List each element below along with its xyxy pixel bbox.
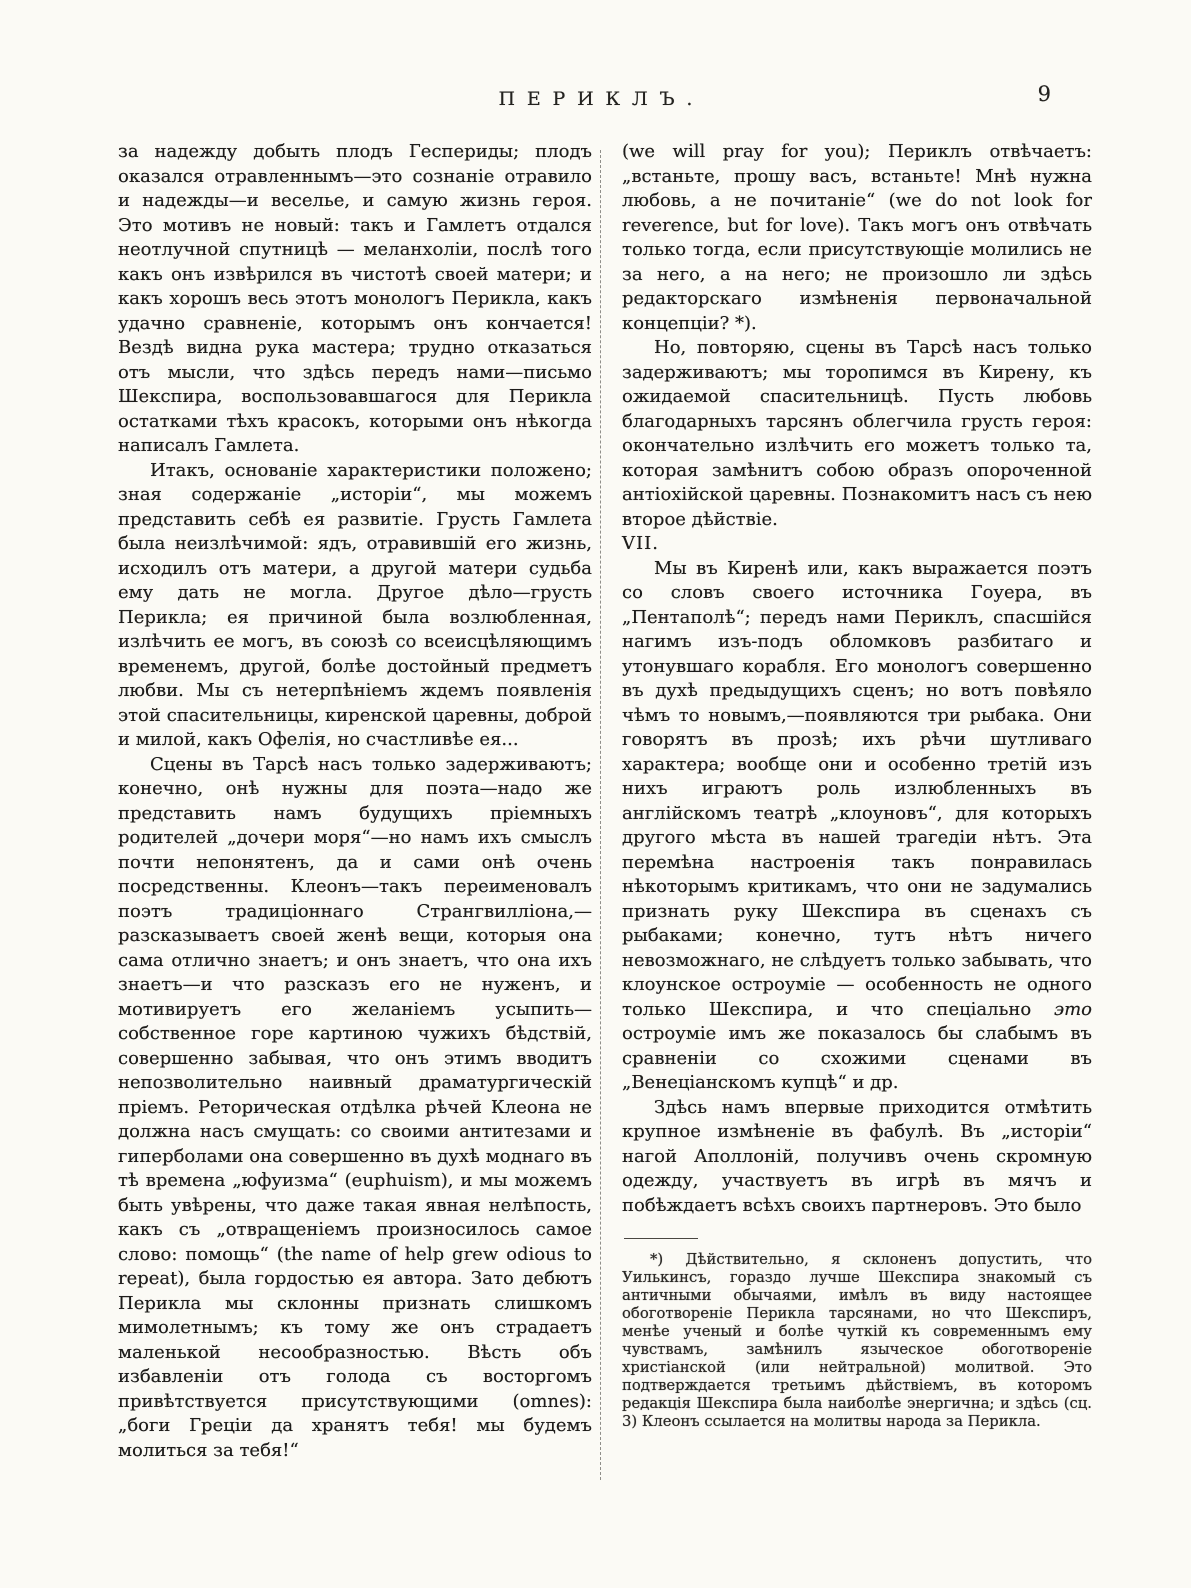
paragraph bbox=[622, 557, 1092, 1096]
page-number: 9 bbox=[1037, 82, 1051, 106]
paragraph-text: остроуміе имъ же показалось бы слабымъ въ сравненіи со схожими сценами въ „Венеціанскомъ купцѣ“ и др. bbox=[622, 1023, 1092, 1093]
text-columns bbox=[118, 140, 1092, 1463]
footnote bbox=[622, 1251, 1092, 1431]
italic-word: это bbox=[1054, 998, 1092, 1020]
paragraph: (we will pray for you); Периклъ отвѣчаетъ: „встаньте, прошу васъ, встаньте! Мнѣ нужна любовь, а не почитаніе“ (we do not look for reverence, but for love). Такъ могъ онъ отвѣчать только тогда, если присутствующіе молились не за него, а на него; не произошло ли здѣсь редакторскаго измѣненія первоначальной концепціи? *). bbox=[622, 141, 1092, 334]
section-heading: VII. bbox=[622, 533, 659, 554]
page-title: ПЕРИКЛЪ. bbox=[498, 88, 705, 110]
footnote-text: Дѣйствительно, я склоненъ допустить, что Уилькинсъ, гораздо лучше Шекспира знакомый съ античными обычаями, имѣлъ въ виду настоящее обоготвореніе Перикла тарсянами, но что Шекспиръ, менѣе ученый и болѣе чуткій къ современнымъ ему чувствамъ, замѣнилъ языческое обоготвореніе христіанской (или нейтральной) молитвой. Это подтверждается третьимъ дѣйствіемъ, въ которомъ редакція Шекспира была наиболѣе энергична; и здѣсь (сц. 3) Клеонъ ссылается на молитвы народа за Перикла. bbox=[622, 1251, 1092, 1430]
paragraph-text: Мы въ Киренѣ или, какъ выражается поэтъ со словъ своего источника Гоуера, въ „Пентаполѣ“; передъ нами Периклъ, спасшійся нагимъ изъ-подъ обломковъ разбитаго и утонувшаго корабля. Его монологъ совершенно въ духѣ предыдущихъ сценъ; но вотъ повѣяло чѣмъ то новымъ,—появляются три рыбака. Они говорятъ въ прозѣ; ихъ рѣчи шутливаго характера; вообще они и особенно третій изъ нихъ играютъ роль излюбленныхъ въ англійскомъ театрѣ „клоуновъ“, для которыхъ другого мѣста въ нашей трагедіи нѣтъ. Эта перемѣна настроенія такъ понравилась нѣкоторымъ критикамъ, что они не задумались признать руку Шекспира въ сценахъ съ рыбаками; конечно, тутъ нѣтъ ничего невозможнаго, не слѣдуетъ только забывать, что клоунское остроуміе — особенность не одного только Шекспира, и что спеціально bbox=[622, 557, 1092, 1020]
left-column bbox=[118, 140, 592, 1463]
footnote-marker: *) bbox=[650, 1251, 664, 1268]
paragraph: за надежду добыть плодъ Геспериды; плодъ оказался отравленнымъ—это сознаніе отравило и надежды—и веселье, и самую жизнь героя. Это мотивъ не новый: такъ и Гамлетъ отдался неотлучной спутницѣ — меланхоліи, послѣ того какъ онъ извѣрился въ чистотѣ своей матери; и какъ хорошъ весь этотъ монологъ Перикла, какъ удачно сравненіе, которымъ онъ кончается! Вездѣ видна рука мастера; трудно отказаться отъ мысли, что здѣсь передъ нами—письмо Шекспира, воспользовавшагося для Перикла остатками тѣхъ красокъ, которыми онъ нѣкогда написалъ Гамлета. bbox=[118, 141, 592, 456]
paragraph: Сцены въ Тарсѣ насъ только задерживаютъ; конечно, онѣ нужны для поэта—надо же представить намъ будущихъ пріемныхъ родителей „дочери моря“—но намъ ихъ смыслъ почти непонятенъ, да и сами онѣ очень посредственны. Клеонъ—такъ переименовалъ поэтъ традиціоннаго Странгвилліона,—разсказываетъ своей женѣ вещи, которыя она сама отлично знаетъ; и онъ знаетъ, что она ихъ знаетъ—и что разсказъ его не нуженъ, и мотивируетъ его желаніемъ усыпить—собственное горе картиною чужихъ бѣдствій, совершенно забывая, что онъ этимъ вводитъ непозволительно наивный драматургическій пріемъ. Реторическая отдѣлка рѣчей Клеона не должна насъ смущать: со своими антитезами и гиперболами она совершенно въ духѣ моднаго въ тѣ времена „юфуизма“ (euphuism), и мы можемъ быть увѣрены, что даже такая явная нелѣпость, какъ съ „отвращеніемъ произносилось самое слово: помощь“ (the name of help grew odious to repeat), была гордостью ея автора. Зато дебютъ Перикла мы склонны признать слишкомъ мимолетнымъ; къ тому же онъ страдаетъ маленькой несообразностью. Вѣсть объ избавленіи отъ голода съ восторгомъ привѣтствуется присутствующими (omnes): „боги Греціи да хранятъ тебя! мы будемъ молиться за тебя!“ bbox=[118, 753, 592, 1461]
paragraph: Здѣсь намъ впервые приходится отмѣтить крупное измѣненіе въ фабулѣ. Въ „исторіи“ нагой Аполлоній, получивъ очень скромную одежду, участвуетъ въ игрѣ въ мячъ и побѣждаетъ всѣхъ своихъ партнеровъ. Это было bbox=[622, 1096, 1092, 1216]
paragraph: Итакъ, основаніе характеристики положено; зная содержаніе „исторіи“, мы можемъ представить себѣ ея развитіе. Грусть Гамлета была неизлѣчимой: ядъ, отравившій его жизнь, исходилъ отъ матери, а другой матери судьба ему дать не могла. Другое дѣло—грусть Перикла; ея причиной была возлюбленная, излѣчить ее могъ, въ союзѣ со всеисцѣляющимъ временемъ, другой, болѣе достойный предметъ любви. Мы съ нетерпѣніемъ ждемъ появленія этой спасительницы, киренской царевны, доброй и милой, какъ Офелія, но счастливѣе ея... bbox=[118, 459, 592, 750]
right-column bbox=[622, 140, 1092, 1463]
paragraph: Но, повторяю, сцены въ Тарсѣ насъ только задерживаютъ; мы торопимся въ Кирену, къ ожидаемой спасительницѣ. Пусть любовь благодарныхъ тарсянъ облегчила грусть героя: окончательно излѣчить его можетъ только та, которая замѣнитъ собою образъ опороченной антіохійской царевны. Познакомитъ насъ съ нею второе дѣйствіе. bbox=[622, 337, 1092, 530]
footnote-separator bbox=[624, 1238, 698, 1239]
